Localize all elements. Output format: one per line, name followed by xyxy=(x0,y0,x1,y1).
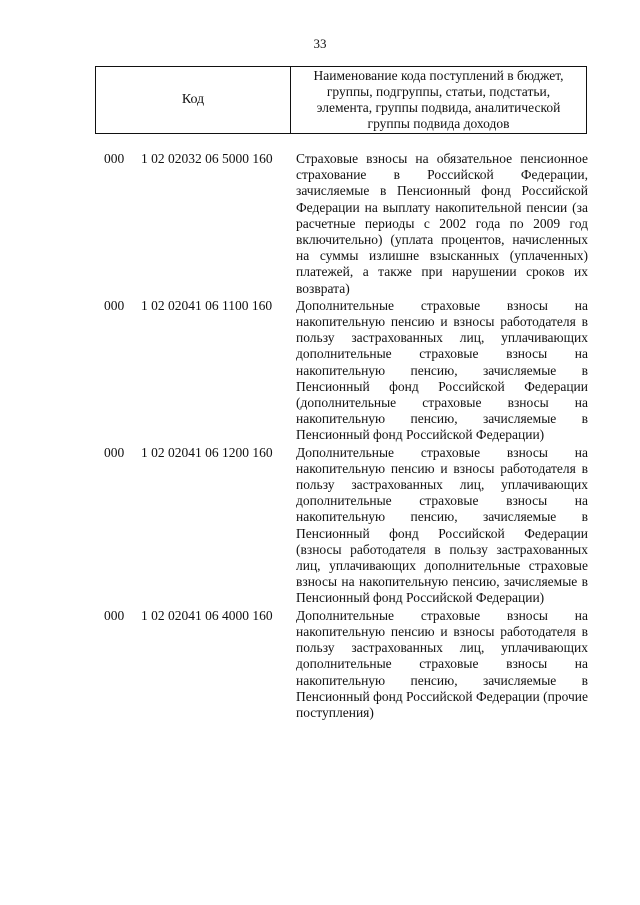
revenue-description: Дополнительные страховые взносы на накопительную пенсию и взносы работодателя в пользу застрахованных лиц, уплачивающих дополнительные страховые взносы на накопительную пенсию, зачисляемые в Пенсионный фонд Российской Федерации (дополнительные страховые взносы на накопительную пенсию, зачисляемые в Пенсионный фонд Российской Федерации) xyxy=(296,297,588,443)
page-number: 33 xyxy=(313,36,327,51)
entries-list xyxy=(0,151,640,721)
admin-code: 000 xyxy=(104,151,125,166)
admin-code: 000 xyxy=(104,607,125,623)
table-row xyxy=(0,151,640,297)
header-code-cell: Код xyxy=(96,67,291,133)
revenue-description: Страховые взносы на обязательное пенсионное страхование в Российской Федерации, зачисляемые в Пенсионный фонд Российской Федерации на выплату накопительной пенсии (за расчетные периоды с 2002 года по 2009 год включительно) (уплата процентов, начисленных на суммы излишне взысканных (уплаченных) платежей, а также при нарушении сроков их возврата) xyxy=(296,151,588,296)
admin-code: 000 xyxy=(104,444,125,460)
revenue-code: 1 02 02041 06 1200 160 xyxy=(141,444,273,460)
admin-code: 000 xyxy=(104,297,125,313)
revenue-code: 1 02 02041 06 1100 160 xyxy=(141,297,273,313)
revenue-description: Дополнительные страховые взносы на накопительную пенсию и взносы работодателя в пользу застрахованных лиц, уплачивающих дополнительные страховые взносы на накопительную пенсию, зачисляемые в Пенсионный фонд Российской Федерации (прочие поступления) xyxy=(296,607,588,720)
table-header xyxy=(95,66,587,134)
revenue-code: 1 02 02041 06 4000 160 xyxy=(141,607,273,623)
header-name-cell: Наименование кода поступлений в бюджет, группы, подгруппы, статьи, подстатьи, элемента, группы подвида, аналитической группы подвида доходов xyxy=(313,68,564,131)
table-row xyxy=(0,445,640,607)
revenue-code: 1 02 02032 06 5000 160 xyxy=(141,151,273,166)
table-row xyxy=(0,298,640,444)
revenue-description: Дополнительные страховые взносы на накопительную пенсию и взносы работодателя в пользу застрахованных лиц, уплачивающих дополнительные страховые взносы на накопительную пенсию, зачисляемые в Пенсионный фонд Российской Федерации (взносы работодателя в пользу застрахованных лиц, уплачивающих дополнительные страховые взносы на накопительную пенсию, зачисляемые в Пенсионный фонд Российской Федерации) xyxy=(296,444,588,606)
table-row xyxy=(0,608,640,721)
